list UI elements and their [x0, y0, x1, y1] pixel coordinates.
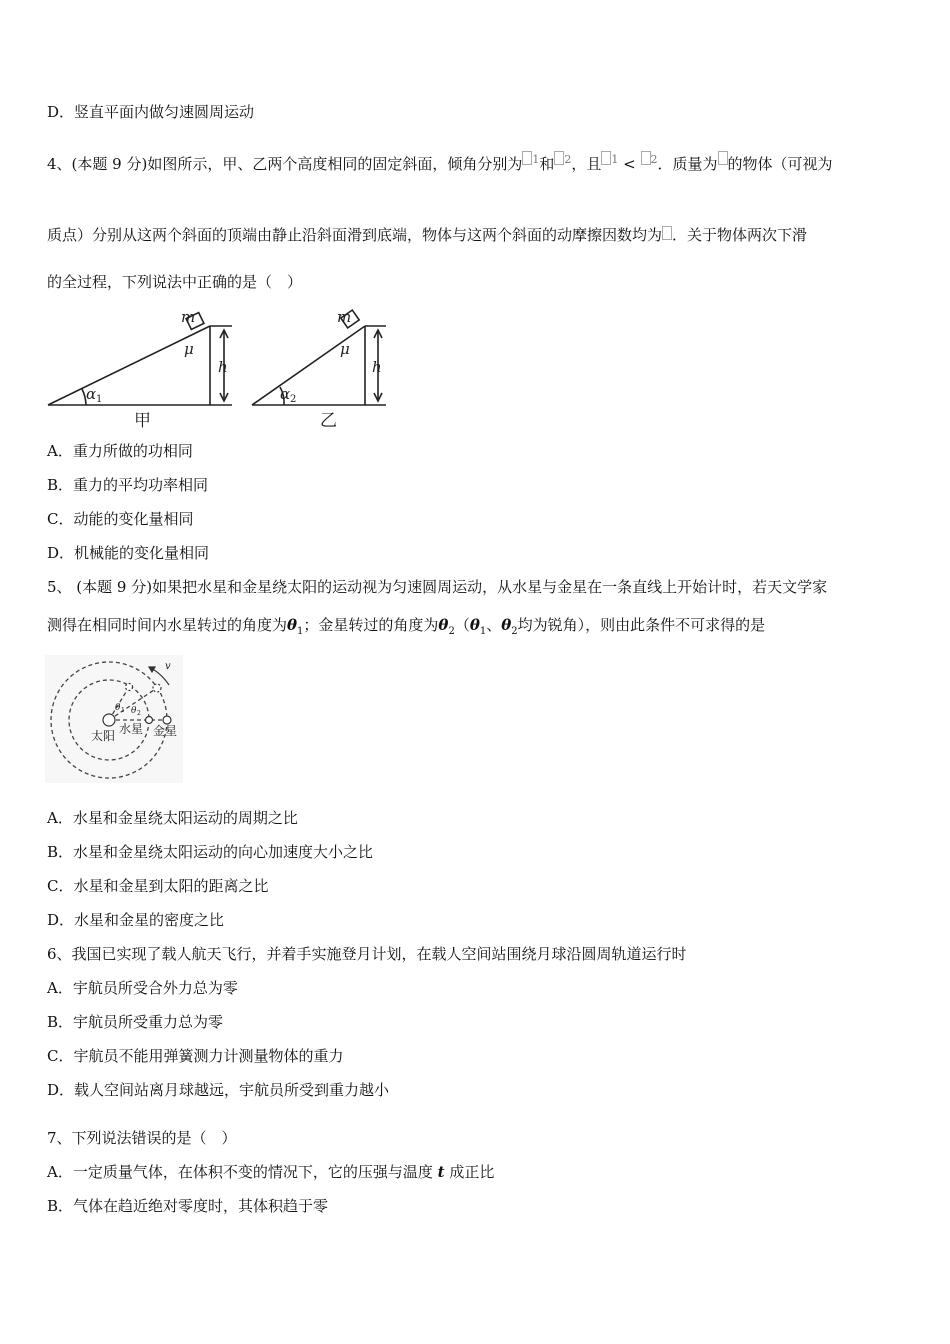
- q7-text: A．一定质量气体，在体积不变的情况下，它的压强与温度: [47, 1163, 433, 1181]
- placeholder-symbol: [641, 151, 651, 165]
- placeholder-symbol: [522, 151, 532, 165]
- q5-option-c: C．水星和金星到太阳的距离之比: [47, 877, 269, 895]
- q5-option-b: B．水星和金星绕太阳运动的向心加速度大小之比: [47, 843, 374, 861]
- q5-stem-line1: 5、 (本题 9 分)如果把水星和金星绕太阳的运动视为匀速圆周运动，从水星与金星在一条直线上开始计时，若天文学家: [47, 578, 828, 596]
- subscript: 1: [611, 153, 619, 166]
- alpha2-sub: 2: [290, 394, 297, 405]
- q4-text: ．质量为: [657, 155, 718, 173]
- q5-option-a: A．水星和金星绕太阳运动的周期之比: [47, 809, 298, 827]
- theta1-sub: 1: [121, 707, 125, 714]
- alpha1-label: α: [86, 385, 97, 403]
- incline1-slope: [48, 326, 210, 405]
- q6-option-a: A．宇航员所受合外力总为零: [47, 979, 238, 997]
- mass-label: m: [337, 308, 352, 326]
- q7-option-a: [47, 1162, 494, 1182]
- theta2-label: θ: [131, 706, 137, 716]
- venus-later: [153, 684, 161, 692]
- placeholder-symbol: [554, 151, 564, 165]
- q3-option-d: D．竖直平面内做匀速圆周运动: [47, 103, 255, 121]
- placeholder-symbol: [718, 151, 728, 165]
- q4-option-b: B．重力的平均功率相同: [47, 476, 209, 494]
- mu-label: μ: [340, 340, 350, 358]
- q4-option-c: C．动能的变化量相同: [47, 510, 194, 528]
- incline2-slope: [252, 326, 365, 405]
- q4-text: ，且: [571, 155, 602, 173]
- q4-stem-line2: [47, 225, 807, 245]
- theta2-sub: 2: [137, 710, 141, 717]
- q5-orbit-figure: [45, 655, 183, 783]
- q4-incline-figure: [40, 306, 400, 430]
- mercury-label: 水星: [119, 722, 144, 736]
- mercury: [146, 717, 153, 724]
- mass-label: m: [181, 308, 196, 326]
- q4-stem-line1: [47, 150, 833, 174]
- venus: [163, 716, 171, 724]
- q5-text: 测得在相同时间内水星转过的角度为: [47, 616, 288, 634]
- q4-option-d: D．机械能的变化量相同: [47, 544, 210, 562]
- q4-stem-line3: 的全过程，下列说法中正确的是（ ）: [47, 273, 303, 291]
- subscript: 1: [297, 626, 304, 637]
- q5-stem-line2: [47, 615, 765, 642]
- q4-text: 4、(本题 9 分)如图所示，甲、乙两个高度相同的固定斜面，倾角分别为: [47, 155, 523, 173]
- q5-text: （: [454, 616, 470, 634]
- q4-text: 质点）分别从这两个斜面的顶端由静止沿斜面滑到底端，物体与这两个斜面的动摩擦因数均为: [47, 226, 663, 244]
- venus-label: 金星: [153, 724, 178, 738]
- q5-text: 均为锐角），则由此条件不可求得的是: [517, 616, 766, 634]
- incline-label-yi: 乙: [320, 411, 337, 430]
- q6-option-c: C．宇航员不能用弹簧测力计测量物体的重力: [47, 1047, 344, 1065]
- q6-option-b: B．宇航员所受重力总为零: [47, 1013, 224, 1031]
- subscript: 2: [650, 153, 658, 166]
- temperature-symbol: t: [437, 1163, 445, 1181]
- q4-text: 和: [539, 155, 555, 173]
- mu-label: μ: [184, 340, 194, 358]
- theta: θ: [501, 616, 512, 634]
- q4-text: 的物体（可视为: [727, 155, 833, 173]
- q4-text: ．关于物体两次下滑: [672, 226, 808, 244]
- theta: θ: [287, 616, 298, 634]
- incline-label-jia: 甲: [134, 411, 151, 430]
- subscript: 1: [532, 153, 540, 166]
- mercury-later: [126, 684, 133, 691]
- q7-text: 成正比: [449, 1163, 495, 1181]
- height-label: h: [218, 358, 228, 376]
- q7-stem: 7、下列说法错误的是（ ）: [47, 1129, 237, 1147]
- q5-text: ；金星转过的角度为: [303, 616, 439, 634]
- subscript: 2: [448, 626, 455, 637]
- q7-option-b: B．气体在趋近绝对零度时，其体积趋于零: [47, 1197, 329, 1215]
- sun-label: 太阳: [91, 729, 116, 743]
- q5-text: 、: [486, 616, 502, 634]
- q6-option-d: D．载人空间站离月球越远，宇航员所受到重力越小: [47, 1081, 390, 1099]
- subscript: 1: [479, 626, 487, 637]
- placeholder-symbol: [662, 226, 672, 240]
- placeholder-symbol: [601, 151, 611, 165]
- alpha1-sub: 1: [96, 394, 103, 405]
- subscript: 2: [564, 153, 572, 166]
- less-than: <: [623, 155, 636, 173]
- velocity-label: v: [165, 661, 171, 672]
- q6-stem: 6、我国已实现了载人航天飞行，并着手实施登月计划，在载人空间站围绕月球沿圆周轨道运行时: [47, 945, 687, 963]
- q4-option-a: A．重力所做的功相同: [47, 442, 193, 460]
- alpha2-label: α: [280, 385, 291, 403]
- theta: θ: [469, 616, 480, 634]
- subscript: 2: [511, 626, 518, 637]
- theta: θ: [438, 616, 449, 634]
- q5-option-d: D．水星和金星的密度之比: [47, 911, 225, 929]
- sun: [103, 714, 115, 726]
- theta1-label: θ: [115, 703, 121, 713]
- height-label: h: [372, 358, 382, 376]
